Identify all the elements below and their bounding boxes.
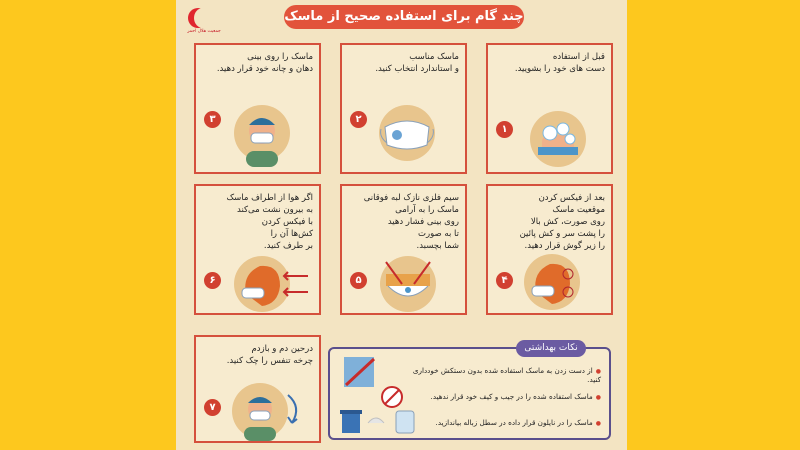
step-text: ماسک را روی بینی دهان و چانه خود قرار دهید. [216,52,313,74]
hand-washing-icon [528,109,588,169]
step-card-4 [486,184,613,315]
no-pocket-icon [380,385,404,409]
step-number-badge: ۴ [496,272,513,289]
step-card-7 [194,335,321,443]
person-wearing-mask-icon [232,97,292,167]
step-text: بعد از فیکس کردن موقعیت ماسک روی صورت، کش بالا را پشت سر و کش پائین را زیر گوش قرار دهید. [519,193,605,251]
step-card-2 [340,43,467,174]
step-text: درحین دم و بازدم چرخه تنفس را چک کنید. [226,344,313,366]
tip-item: ● ماسک استفاده شده را در جیب و کیف خود قرار ندهید. [401,392,601,401]
step-number-badge: ۳ [204,111,221,128]
red-crescent-logo [186,8,221,42]
trash-bin-disposal-icon [338,407,418,435]
hygiene-tips-panel [328,343,611,440]
breathing-cycle-icon [230,377,310,441]
step-number-badge: ۱ [496,121,513,138]
step-number-badge: ۲ [350,111,367,128]
step-text: قبل از استفاده دست های خود را بشویید. [514,52,605,74]
step-card-3 [194,43,321,174]
step-number-badge: ۵ [350,272,367,289]
tip-item: ● از دست زدن به ماسک استفاده شده بدون دستکش خودداری کنید. [401,366,601,384]
face-mask-icon [377,103,437,163]
mask-ear-loops-icon [522,252,582,312]
no-touch-mask-icon [340,355,380,389]
tip-item: ● ماسک را در نایلون قرار داده در سطل زباله بیاندازید. [401,418,601,427]
step-number-badge: ۷ [204,399,221,416]
step-card-6 [194,184,321,315]
nose-wire-pinch-icon [378,254,438,314]
tips-heading: نکات بهداشتی [516,340,586,357]
logo-brand-text: جمعیت هلال احمر [187,28,221,34]
page-title: چند گام برای استفاده صحیح از ماسک [284,5,524,29]
infographic-poster [176,0,627,450]
step-card-5 [340,184,467,315]
step-card-1 [486,43,613,174]
step-number-badge: ۶ [204,272,221,289]
step-text: سیم فلزی نازک لبه فوقانی ماسک را به آرامی روی بینی فشار دهید تا به صورت شما بچسبد. [363,193,459,251]
step-text: اگر هوا از اطراف ماسک به بیرون نشت می‌کند با فیکس کردن کش‌ها آن را بر طرف کنید. [226,193,313,251]
step-text: ماسک مناسب و استاندارد انتخاب کنید. [375,52,459,74]
air-leak-check-icon [232,254,312,314]
crescent-icon [188,8,208,28]
